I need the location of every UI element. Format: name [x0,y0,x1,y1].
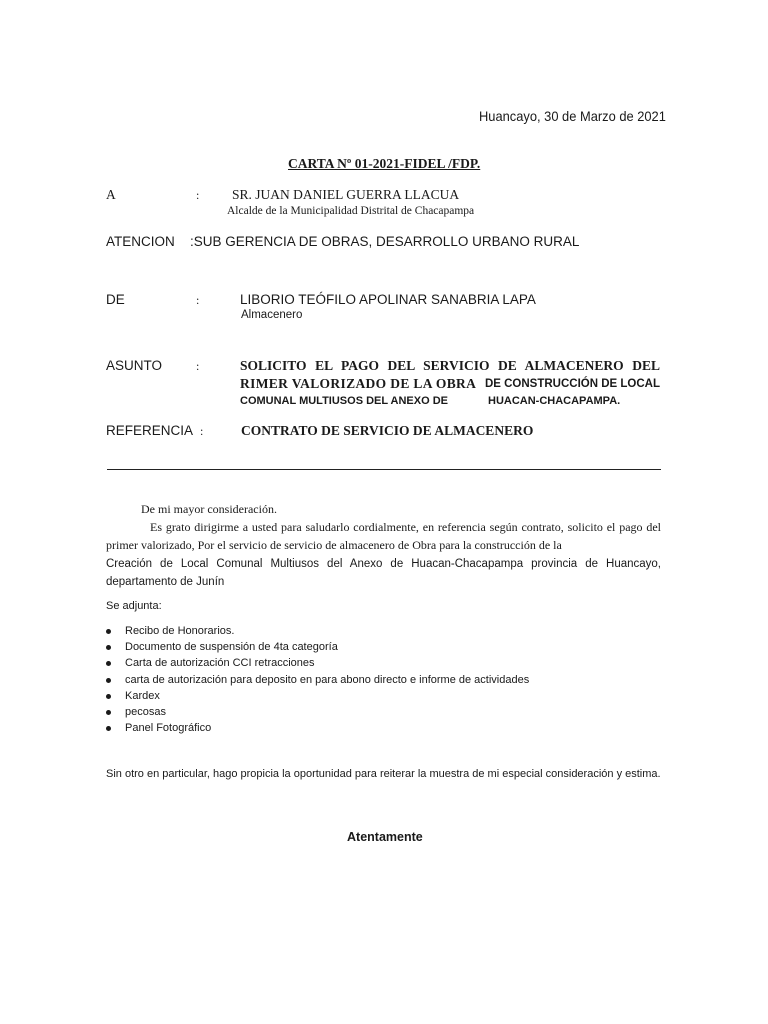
attachments-label: Se adjunta: [106,600,162,612]
bullet-icon [106,678,111,683]
greeting: De mi mayor consideración. [141,502,277,516]
list-item-text: pecosas [125,706,166,719]
list-item-text: Carta de autorización CCI retracciones [125,657,315,670]
sender-label: DE [106,292,125,307]
sender-position: Almacenero [241,309,303,321]
bullet-icon [106,726,111,731]
bullet-icon [106,694,111,699]
signoff: Atentamente [347,830,423,844]
bullet-icon [106,661,111,666]
bullet-icon [106,710,111,715]
reference-label: REFERENCIA [106,423,194,438]
list-item [106,623,529,639]
subject-colon: : [196,359,200,373]
subject-line-2-a: RIMER VALORIZADO DE LA OBRA [240,376,477,391]
body-paragraph-serif: Es grato dirigirme a usted para saludarlo cordialmente, en referencia según contrato, solicito el pago del primer valorizado, Por el servicio de servicio de almacenero de Obra para la construcción de la [106,520,661,552]
attachments-list [106,623,529,736]
sender-colon: : [196,293,200,307]
body-paragraph-sans: Creación de Local Comunal Multiusos del Anexo de Huacan-Chacapampa provincia de Huancayo, departamento de Junín [106,558,661,588]
list-item-text: carta de autorización para deposito en para abono directo e informe de actividades [125,673,530,686]
list-item-text: Documento de suspensión de 4ta categoría [125,641,338,654]
list-item [106,688,529,704]
attention-value: :SUB GERENCIA DE OBRAS, DESARROLLO URBANO RURAL [190,234,580,249]
list-item-text: Recibo de Honorarios. [125,625,235,637]
subject-line-3-b: HUACAN-CHACAPAMPA. [488,395,621,407]
subject-line-2 [240,375,660,393]
list-item-text: Panel Fotográfico [125,722,212,735]
letter-date: Huancayo, 30 de Marzo de 2021 [479,108,666,124]
recipient-position: Alcalde de la Municipalidad Distrital de Chacapampa [227,205,475,217]
subject-line-2-b: DE CONSTRUCCIÓN DE LOCAL [484,378,660,390]
sender-name: LIBORIO TEÓFILO APOLINAR SANABRIA LAPA [240,292,536,307]
bullet-icon [106,645,111,650]
reference-colon: : [200,424,204,438]
letter-title: CARTA Nº 01-2021-FIDEL /FDP. [288,156,481,171]
subject-line-1: SOLICITO EL PAGO DEL SERVICIO DE ALMACENERO DEL [240,358,660,373]
closing-paragraph: Sin otro en particular, hago propicia la oportunidad para reiterar la muestra de mi especial consideración y estima. [106,768,661,780]
list-item [106,655,529,671]
attention-label: ATENCION [106,234,175,249]
list-item-text: Kardex [125,689,160,702]
subject-label: ASUNTO [106,358,163,373]
subject-block [240,357,660,409]
list-item [106,720,529,736]
list-item [106,639,529,655]
divider-line [107,469,661,470]
recipient-colon: : [196,188,200,202]
list-item [106,704,529,720]
recipient-name: SR. JUAN DANIEL GUERRA LLACUA [232,187,460,202]
bullet-icon [106,629,111,634]
subject-line-3 [240,393,660,409]
recipient-label: A [106,187,116,202]
reference-value: CONTRATO DE SERVICIO DE ALMACENERO [241,423,534,438]
subject-line-3-a: COMUNAL MULTIUSOS DEL ANEXO DE [240,395,448,407]
list-item [106,672,529,688]
